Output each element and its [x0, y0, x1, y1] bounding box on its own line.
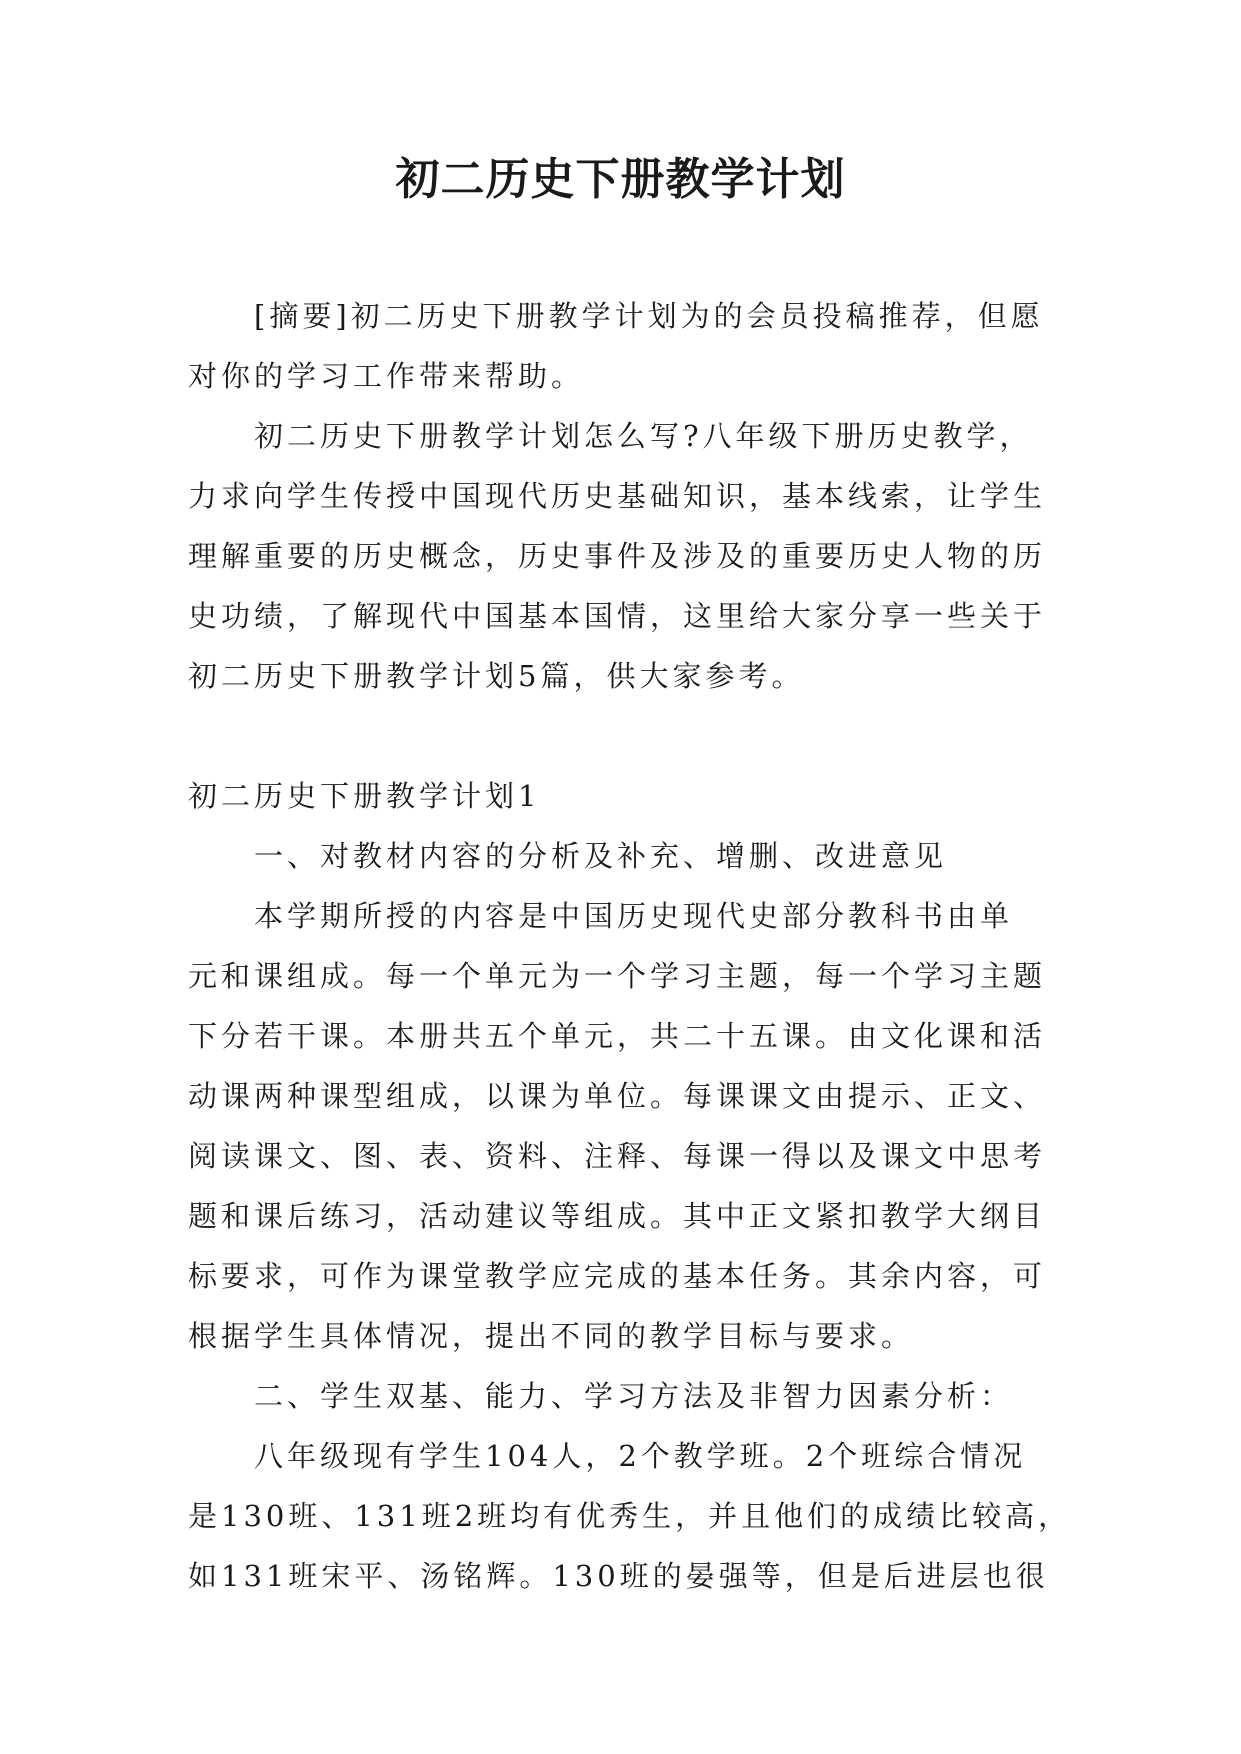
paragraph-1-line-8: 根据学生具体情况，提出不同的教学目标与要求。 — [188, 1319, 915, 1353]
paragraph-2-line-1: 八年级现有学生104人，2个教学班。2个班综合情况 — [254, 1439, 1027, 1473]
subheading-2: 二、学生双基、能力、学习方法及非智力因素分析： — [254, 1379, 1014, 1413]
paragraph-1-line-1: 本学期所授的内容是中国历史现代史部分教科书由单 — [254, 899, 1014, 933]
paragraph-2-line-3: 如131班宋平、汤铭辉。130班的晏强等，但是后进层也很 — [188, 1559, 1049, 1593]
paragraph-1-line-7: 标要求，可作为课堂教学应完成的基本任务。其余内容，可 — [188, 1259, 1047, 1293]
document-title: 初二历史下册教学计划 — [395, 154, 846, 205]
intro-line-2: 力求向学生传授中国现代历史基础知识，基本线索，让学生 — [188, 479, 1047, 513]
subheading-1: 一、对教材内容的分析及补充、增删、改进意见 — [254, 839, 948, 873]
intro-line-4: 史功绩，了解现代中国基本国情，这里给大家分享一些关于 — [188, 599, 1047, 633]
paragraph-1-line-5: 阅读课文、图、表、资料、注释、每课一得以及课文中思考 — [188, 1139, 1047, 1173]
paragraph-1-line-4: 动课两种课型组成，以课为单位。每课课文由提示、正文、 — [188, 1079, 1047, 1113]
document-body — [188, 286, 1072, 1606]
paragraph-1-line-2: 元和课组成。每一个单元为一个学习主题，每一个学习主题 — [188, 959, 1047, 993]
paragraph-2-line-2: 是130班、131班2班均有优秀生，并且他们的成绩比较高， — [188, 1499, 1072, 1533]
section-heading: 初二历史下册教学计划1 — [188, 779, 541, 813]
intro-line-5: 初二历史下册教学计划5篇，供大家参考。 — [188, 659, 805, 693]
paragraph-1-line-6: 题和课后练习，活动建议等组成。其中正文紧扣教学大纲目 — [188, 1199, 1047, 1233]
section-gap — [188, 706, 1068, 766]
abstract-line-1: [摘要]初二历史下册教学计划为的会员投稿推荐，但愿 — [254, 299, 1044, 333]
abstract-line-2: 对你的学习工作带来帮助。 — [188, 359, 585, 393]
intro-line-3: 理解重要的历史概念，历史事件及涉及的重要历史人物的历 — [188, 539, 1047, 573]
intro-line-1: 初二历史下册教学计划怎么写?八年级下册历史教学， — [254, 419, 1033, 453]
paragraph-1-line-3: 下分若干课。本册共五个单元，共二十五课。由文化课和活 — [188, 1019, 1047, 1053]
